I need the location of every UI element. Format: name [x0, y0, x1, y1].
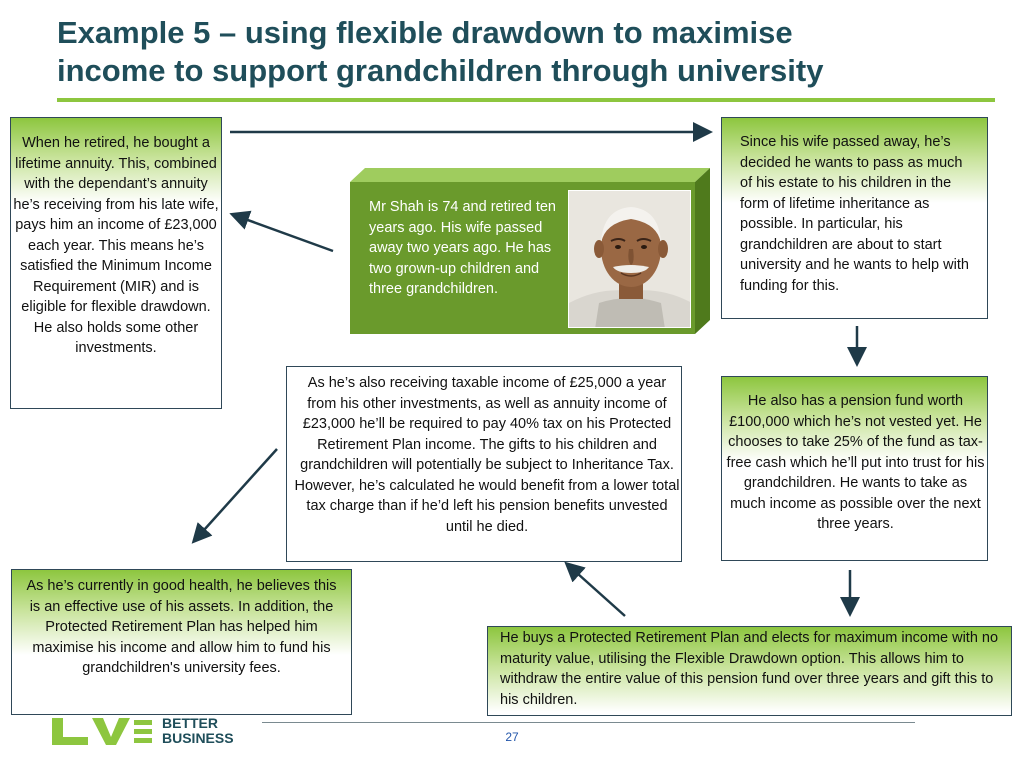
retirement-annuity-text: When he retired, he bought a lifetime annuity. This, combined with the dependant’s annuity he’s receiving from his late wife, pays him an income of £23,000 each year. This means he’s satisfied the Minimum Income Requirement (MIR) and is eligible for flexible drawdown. He also holds some other investments. [13, 135, 219, 356]
center-block-top-face [350, 168, 710, 182]
footer-divider [262, 722, 915, 723]
tax-calculation-box [286, 366, 682, 562]
title-underline [57, 98, 995, 102]
portrait-photo [568, 190, 691, 328]
pension-fund-text: He also has a pension fund worth £100,000 which he’s not vested yet. He chooses to take 25% of the fund as tax-free cash which he’ll put into trust for his grandchildren. He wants to take as much income as possible over the next three years. [726, 393, 985, 532]
slide-title [57, 14, 997, 90]
logo-line-1: BETTER [162, 715, 218, 731]
arrow-middle-to-left-bottom [195, 449, 277, 540]
portrait-illustration [569, 191, 691, 328]
protected-plan-box [487, 626, 1012, 716]
page-number: 27 [505, 730, 519, 744]
retirement-annuity-box [10, 117, 222, 409]
logo-line-2: BUSINESS [162, 730, 234, 746]
arrow-bottom-to-middle [568, 565, 625, 616]
tax-calculation-text: As he’s also receiving taxable income of £25,000 a year from his other investments, as well as annuity income of £23,000 he’ll be required to pay 40% tax on his Protected Retirement Plan income. The gifts to his children and grandchildren will potentially be subject to Inheritance Tax. However, he’s calculated he would benefit from a lower total tax charge than if he’d left his pension benefits unvested until he died. [294, 375, 680, 535]
conclusion-box [11, 569, 352, 715]
estate-plan-text: Since his wife passed away, he’s decided he wants to pass as much of his estate to his children in the form of lifetime inheritance as possible. In particular, his grandchildren are about to start university and he wants to help with funding for this. [740, 134, 969, 294]
title-line-1: Example 5 – using flexible drawdown to maximise [57, 15, 793, 50]
center-block-text: Mr Shah is 74 and retired ten years ago. His wife passed away two years ago. He has two grown-up children and three grandchildren. [369, 199, 556, 297]
estate-plan-box [721, 117, 988, 319]
pension-fund-box [721, 376, 988, 561]
logo-wordmark [162, 716, 234, 746]
protected-plan-text: He buys a Protected Retirement Plan and elects for maximum income with no maturity value, utilising the Flexible Drawdown option. This allows him to withdraw the entire value of this pension fund over three years and gift this to his children. [500, 630, 999, 708]
conclusion-text: As he’s currently in good health, he believes this is an effective use of his assets. In addition, the Protected Retirement Plan has helped him maximise his income and allow him to fund his grandchildren's university fees. [26, 578, 337, 676]
title-line-2: income to support grandchildren through university [57, 53, 824, 88]
center-block-side-face [695, 168, 710, 334]
arrow-center-to-left [234, 215, 333, 251]
